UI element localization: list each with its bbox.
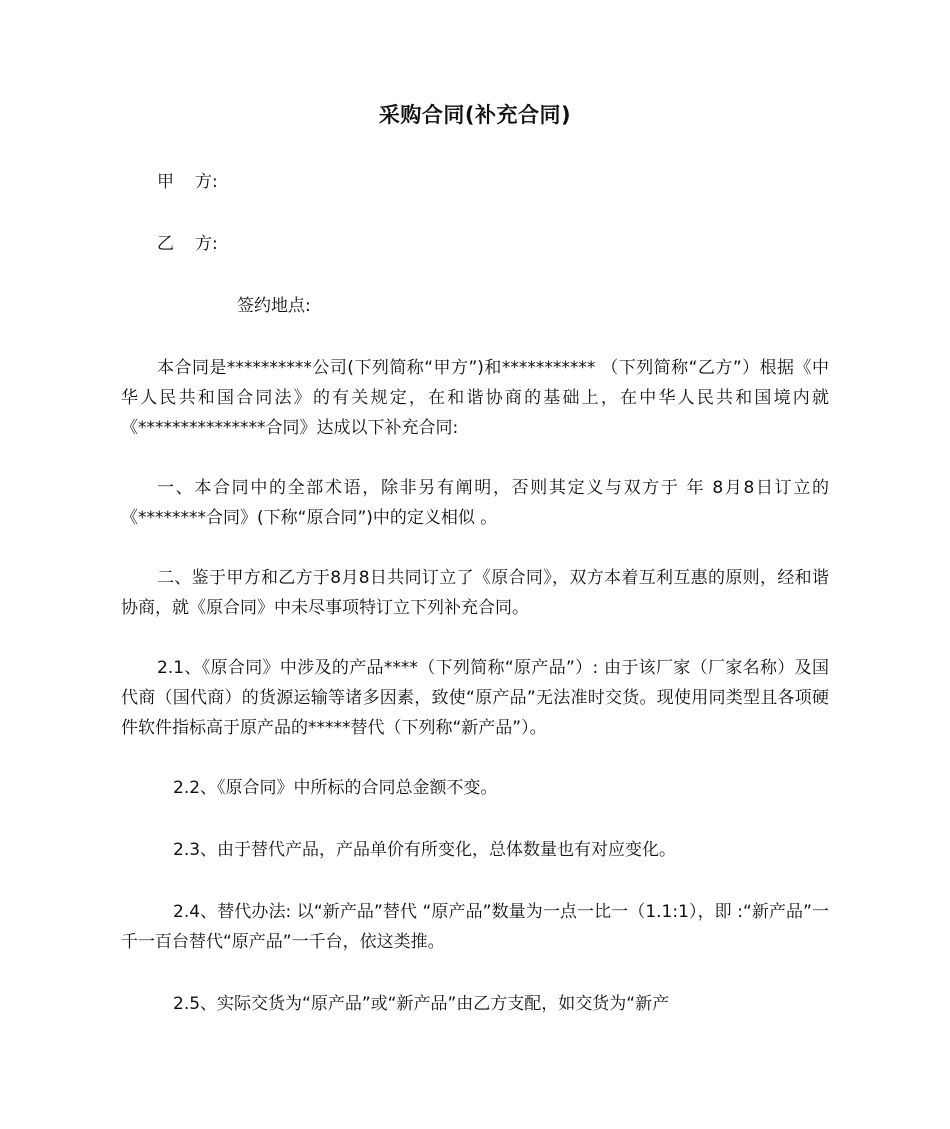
party-a-label-char: 甲 bbox=[157, 172, 174, 192]
sign-place-label: 签约地点: bbox=[237, 296, 311, 316]
document-title: 采购合同(补充合同) bbox=[378, 103, 572, 127]
party-b-line bbox=[157, 229, 218, 259]
paragraph-clause-1: 一、本合同中的全部术语，除非另有阐明，否则其定义与双方于 年 8月8日订立的《********合同》(下称“原合同”)中的定义相似 。 bbox=[121, 478, 829, 528]
paragraph-clause-2-2: 2.2、《原合同》中所标的合同总金额不变。 bbox=[173, 778, 498, 798]
paragraph-clause-2-4: 2.4、替代办法: 以“新产品”替代 “原产品”数量为一点一比一（1.1:1），即 :“新产品”一千一百台替代“原产品”一千台，依这类推。 bbox=[121, 902, 829, 952]
paragraph-clause-2-3: 2.3、由于替代产品，产品单价有所变化，总体数量也有对应变化。 bbox=[173, 840, 677, 860]
paragraph-intro: 本合同是**********公司(下列简称“甲方”)和*********** （下列简称“乙方”）根据《中华人民共和国合同法》的有关规定，在和谐协商的基础上，在中华人民共和国境内就《***************合同》达成以下补充合同: bbox=[121, 358, 829, 438]
paragraph-clause-2-1: 2.1、《原合同》中涉及的产品****（下列简称“原产品”）: 由于该厂家（厂家名称）及国代商（国代商）的货源运输等诸多因素，致使“原产品”无法准时交货。现使用同类型且各项硬件软件指标高于原产品的*****替代（下列称“新产品”）。 bbox=[121, 658, 829, 738]
party-a-line bbox=[157, 167, 218, 197]
party-b-label-char: 乙 bbox=[157, 234, 174, 254]
paragraph-clause-2: 二、鉴于甲方和乙方于8月8日共同订立了《原合同》，双方本着互利互惠的原则，经和谐协商，就《原合同》中未尽事项特订立下列补充合同。 bbox=[121, 568, 829, 618]
party-a-label bbox=[157, 167, 218, 197]
paragraph-clause-2-5: 2.5、实际交货为“原产品”或“新产品”由乙方支配，如交货为“新产 bbox=[173, 994, 670, 1014]
party-b-label-suffix: 方: bbox=[195, 234, 218, 254]
party-b-label bbox=[157, 229, 218, 259]
party-a-label-suffix: 方: bbox=[195, 172, 218, 192]
